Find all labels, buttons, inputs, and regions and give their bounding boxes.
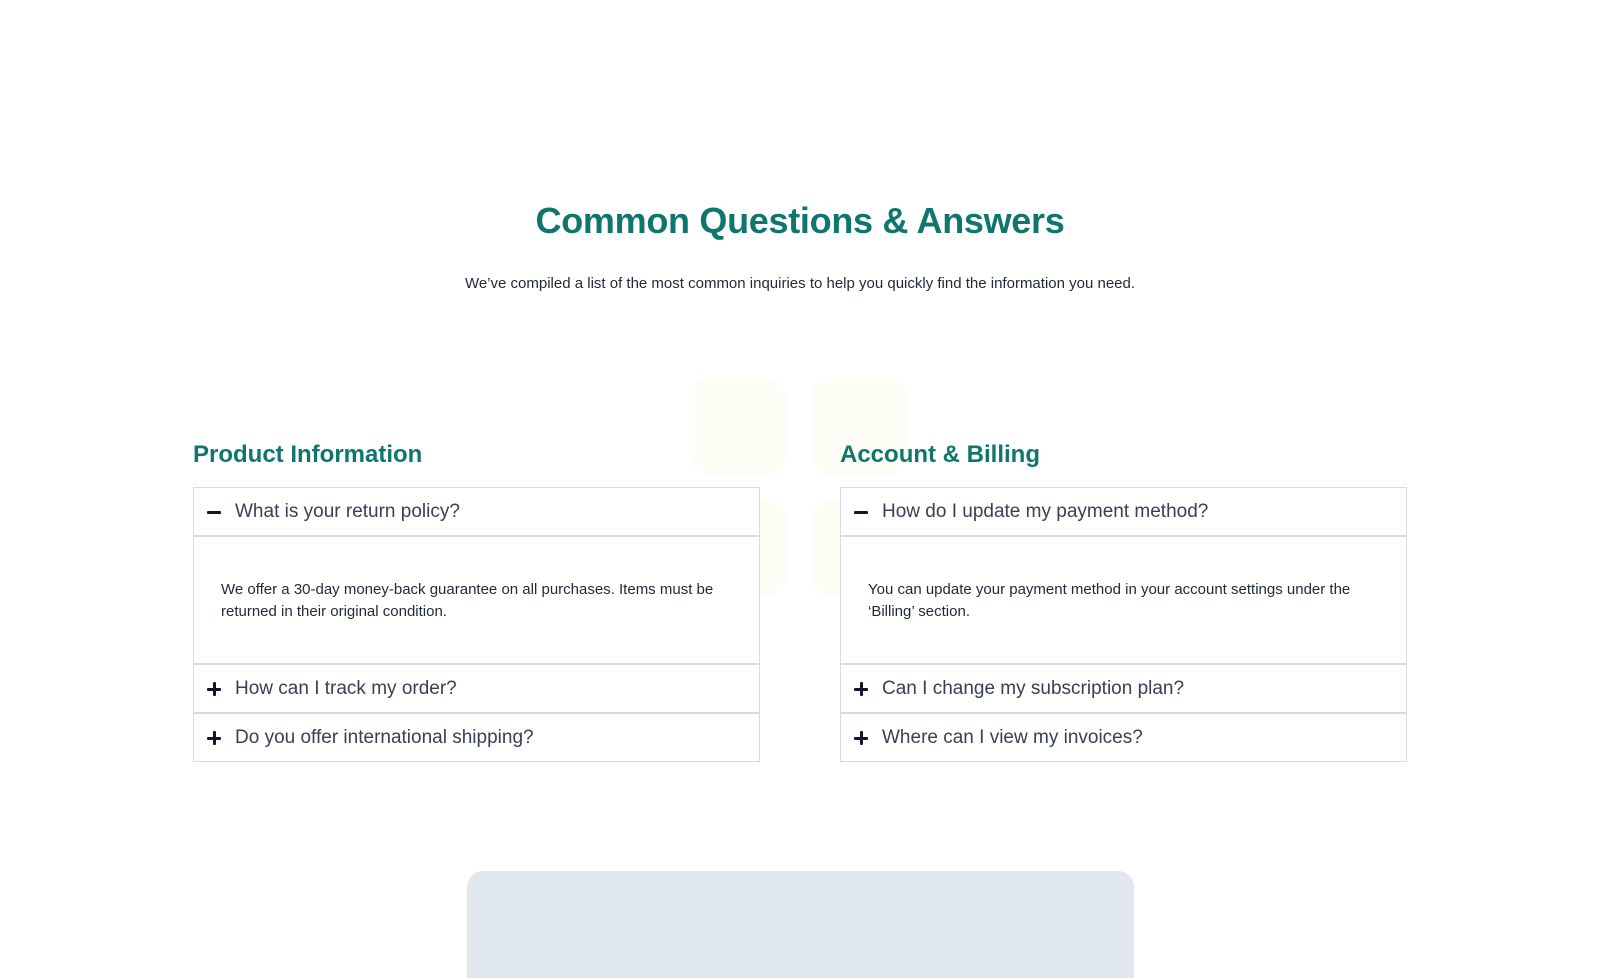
plus-icon bbox=[853, 730, 869, 746]
faq-question-toggle[interactable] bbox=[194, 488, 759, 535]
faq-question-toggle[interactable] bbox=[194, 714, 759, 761]
faq-answer: You can update your payment method in your account settings under the ‘Billing’ section. bbox=[841, 535, 1406, 663]
faq-item bbox=[841, 712, 1406, 761]
minus-icon bbox=[853, 504, 869, 520]
faq-question: Can I change my subscription plan? bbox=[882, 677, 1185, 699]
faq-item bbox=[841, 663, 1406, 712]
plus-icon bbox=[206, 681, 222, 697]
faq-column-account-billing bbox=[840, 440, 1407, 762]
faq-item bbox=[841, 488, 1406, 663]
contact-card bbox=[467, 871, 1134, 978]
faq-question: Do you offer international shipping? bbox=[235, 726, 534, 748]
faq-column-product-information bbox=[193, 440, 760, 762]
faq-item bbox=[194, 663, 759, 712]
faq-answer: We offer a 30-day money-back guarantee on all purchases. Items must be returned in their original condition. bbox=[194, 535, 759, 663]
plus-icon bbox=[853, 681, 869, 697]
column-title: Product Information bbox=[193, 441, 423, 468]
page-subtitle: We’ve compiled a list of the most common inquiries to help you quickly find the information you need. bbox=[464, 275, 1136, 292]
faq-item bbox=[194, 712, 759, 761]
faq-question-toggle[interactable] bbox=[194, 665, 759, 712]
plus-icon bbox=[206, 730, 222, 746]
column-title: Account & Billing bbox=[840, 441, 1040, 468]
faq-question-toggle[interactable] bbox=[841, 714, 1406, 761]
faq-question-toggle[interactable] bbox=[841, 665, 1406, 712]
minus-icon bbox=[206, 504, 222, 520]
page-title: Common Questions & Answers bbox=[535, 200, 1065, 241]
faq-question-toggle[interactable] bbox=[841, 488, 1406, 535]
faq-question: How do I update my payment method? bbox=[882, 500, 1209, 522]
faq-question: How can I track my order? bbox=[235, 677, 457, 699]
faq-accordion bbox=[840, 487, 1407, 762]
faq-accordion bbox=[193, 487, 760, 762]
faq-item bbox=[194, 488, 759, 663]
faq-question: Where can I view my invoices? bbox=[882, 726, 1143, 748]
faq-question: What is your return policy? bbox=[235, 500, 460, 522]
